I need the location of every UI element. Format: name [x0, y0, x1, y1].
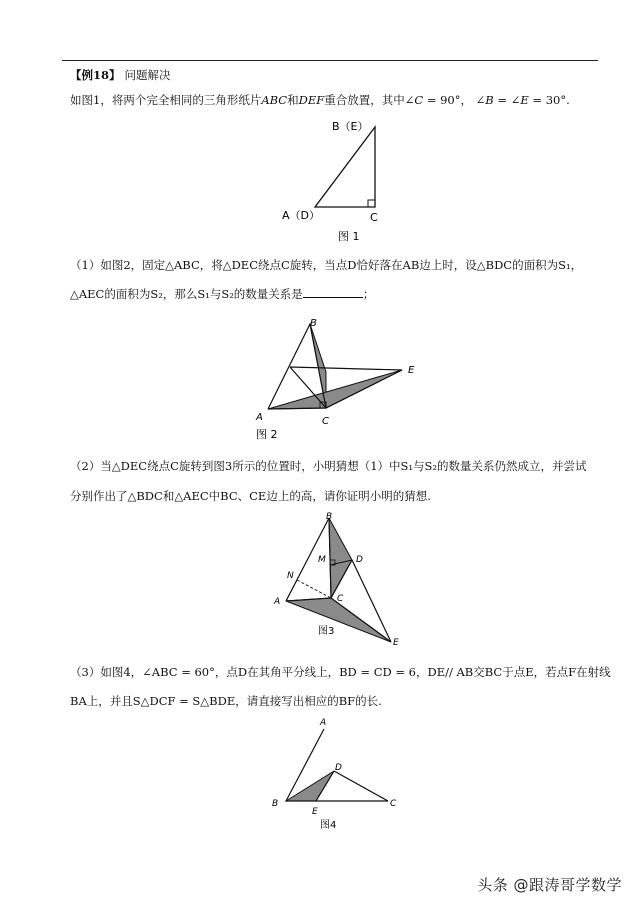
fig3-label-n: N — [287, 571, 294, 581]
fig3-label-b: B — [326, 512, 333, 522]
fig4-label-b: B — [272, 799, 279, 809]
fig3-label-a: A — [274, 597, 281, 607]
fig2-caption: 图 2 — [256, 428, 278, 441]
example-title: 问题解决 — [124, 68, 171, 82]
fig4-caption: 图4 — [320, 820, 337, 831]
fig4-label-d: D — [335, 763, 342, 773]
intro-text-d: = ∠ — [493, 93, 521, 107]
fig4-label-c: C — [390, 799, 397, 809]
fig4-label-e: E — [312, 807, 318, 817]
fig2-label-c: C — [322, 416, 329, 427]
intro-def: DEF — [298, 93, 325, 107]
header-rule — [62, 60, 598, 61]
fig2-label-a: A — [256, 412, 263, 423]
fig3-label-c: C — [337, 594, 344, 604]
watermark: 头条 @跟涛哥学数学 — [477, 876, 622, 894]
q2-line1: （2）当△DEC绕点C旋转到图3所示的位置时，小明猜想（1）中S₁与S₂的数量关系仍然成立，并尝试 — [70, 459, 587, 473]
figure-1 — [270, 115, 410, 245]
intro-text-a: 如图1，将两个完全相同的三角形纸片 — [70, 93, 262, 107]
q3-line2: BA上，并且S△DCF = S△BDE，请直接写出相应的BF的长. — [70, 694, 382, 708]
q1-line1: （1）如图2，固定△ABC，将△DEC绕点C旋转，当点D恰好落在AB边上时，设△BDC的面积为S₁， — [70, 258, 583, 272]
q3-line1: （3）如图4，∠ABC = 60°，点D在其角平分线上，BD = CD = 6，DE// AB交BC于点E，若点F在射线 — [70, 665, 611, 679]
fig4-label-a: A — [320, 718, 327, 728]
intro-text-b: 重合放置，其中∠ — [324, 93, 415, 107]
fig1-label-top: B（E） — [332, 120, 369, 133]
fig2-label-b: B — [310, 318, 317, 329]
intro-c: C — [414, 93, 424, 107]
intro-text-c: = 90°， ∠ — [423, 93, 486, 107]
q2-line2: 分别作出了△BDC和△AEC中BC、CE边上的高，请你证明小明的猜想. — [70, 489, 431, 503]
example-header — [70, 67, 171, 83]
fig3-label-d: D — [356, 555, 363, 565]
answer-blank[interactable] — [303, 286, 363, 298]
example-tag: 【例18】 — [70, 68, 121, 82]
fig1-label-left: A（D） — [282, 209, 320, 222]
intro-and: 和 — [287, 93, 299, 107]
q1-line2 — [70, 286, 374, 302]
intro-e: E — [520, 93, 529, 107]
intro-abc: ABC — [261, 93, 288, 107]
fig1-label-right: C — [370, 211, 378, 224]
fig3-caption: 图3 — [318, 626, 335, 637]
fig3-label-m: M — [318, 555, 326, 565]
fig1-caption: 图 1 — [338, 230, 360, 243]
q1-line2-a: △AEC的面积为S₂，那么S₁与S₂的数量关系是 — [70, 287, 303, 301]
intro-paragraph — [70, 92, 570, 108]
figure-3 — [268, 510, 408, 648]
q1-line2-b: ； — [362, 287, 375, 301]
intro-text-e: = 30°. — [528, 93, 570, 107]
figure-4 — [268, 715, 408, 835]
intro-b: B — [485, 93, 494, 107]
fig2-label-e: E — [408, 365, 415, 376]
fig3-label-e: E — [393, 638, 399, 648]
figure-2 — [250, 312, 430, 442]
